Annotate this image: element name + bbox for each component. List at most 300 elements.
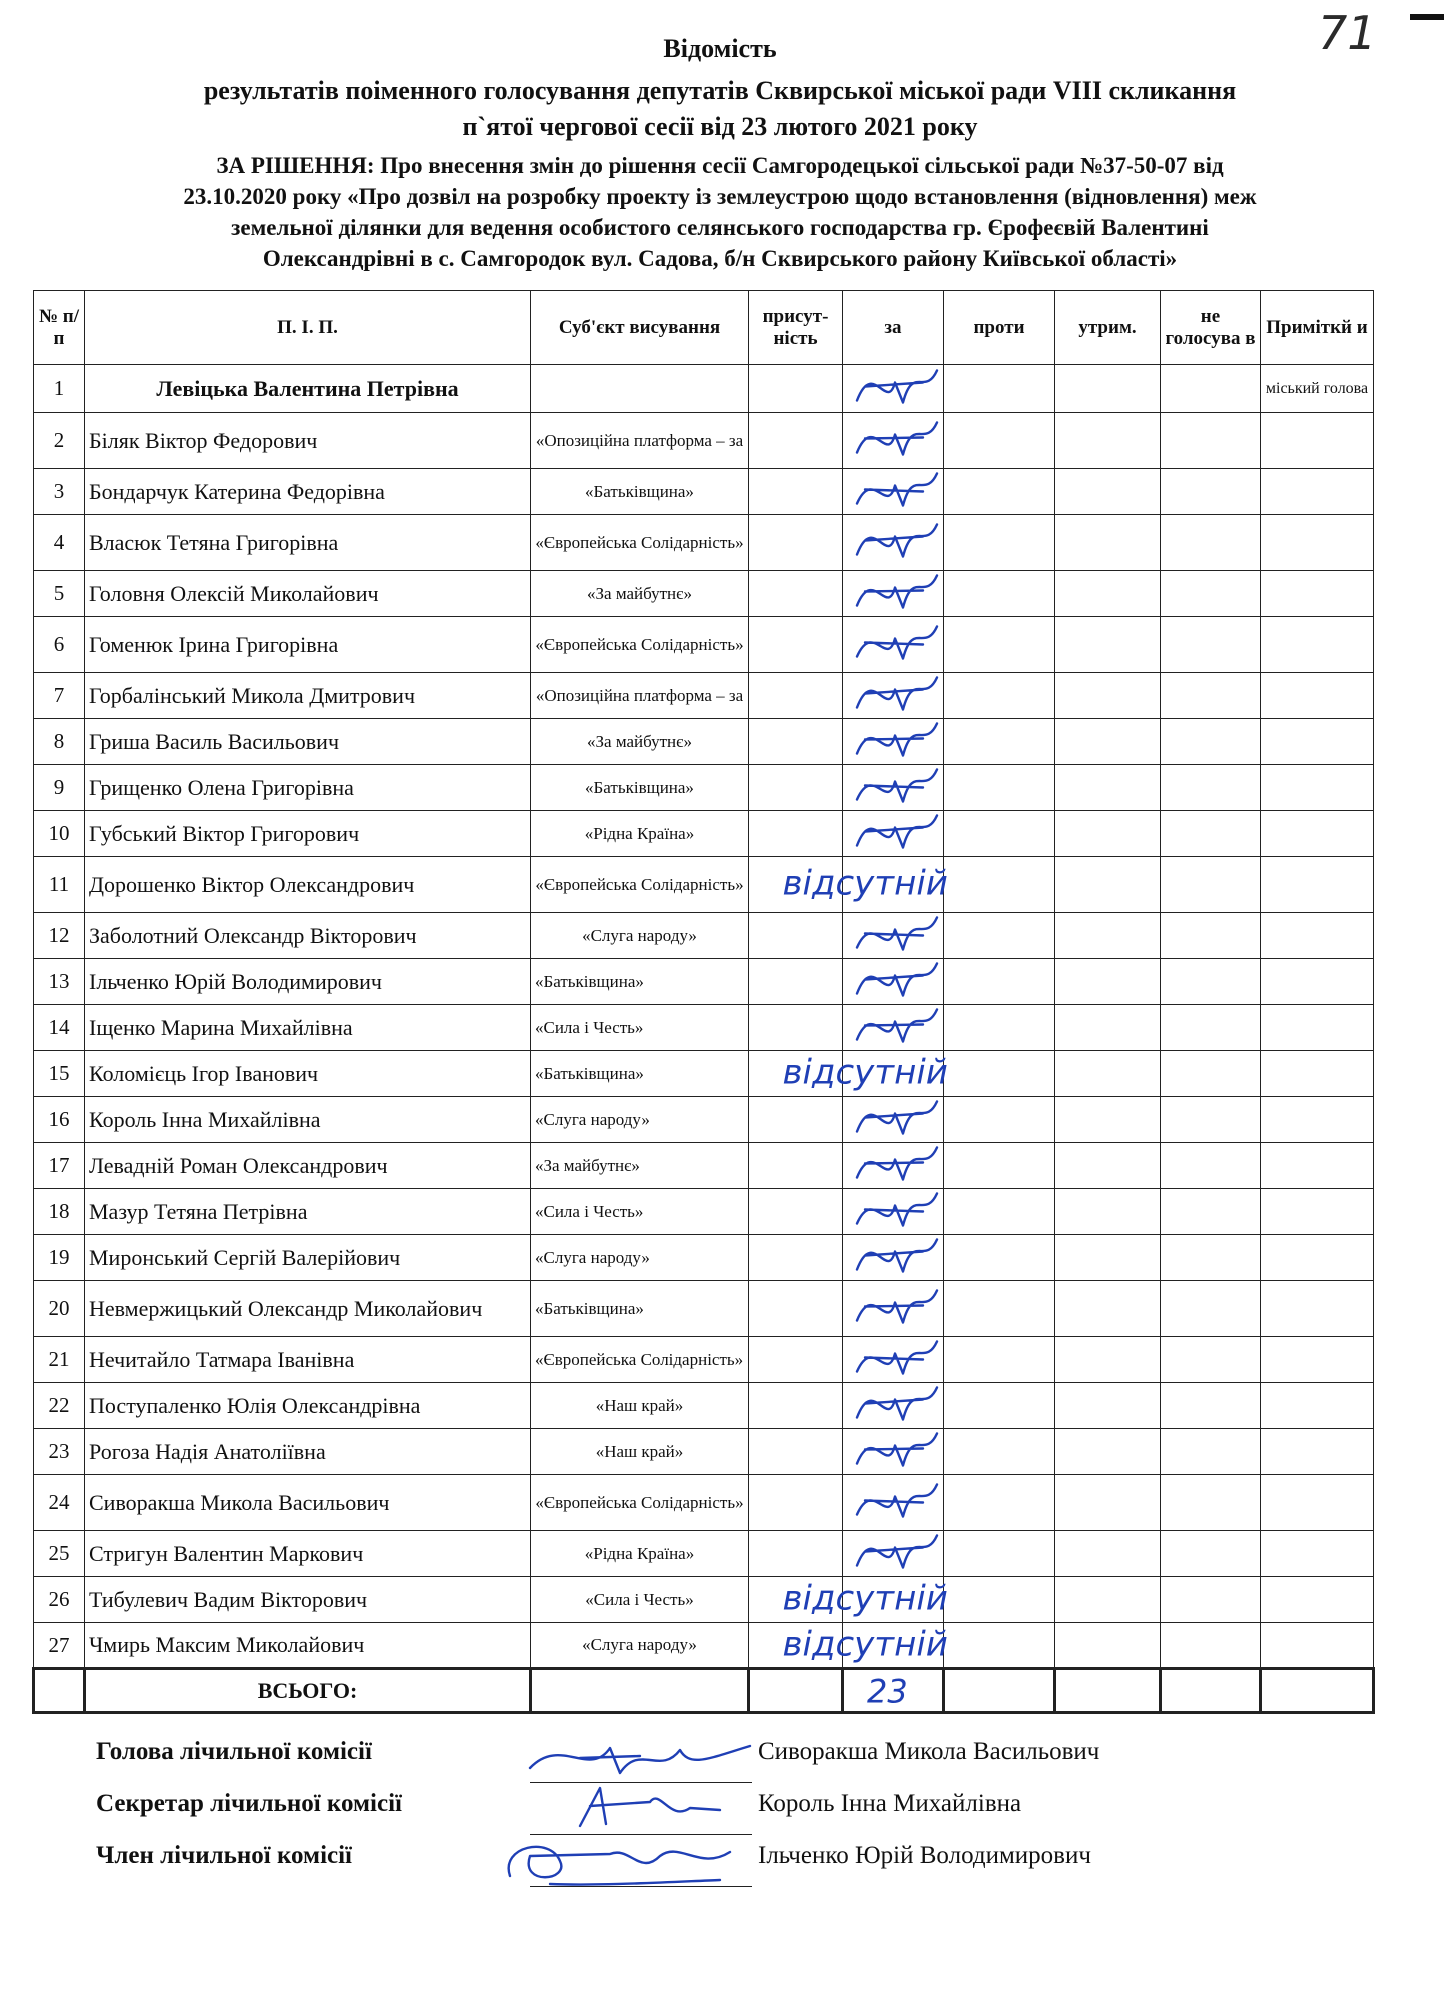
- party-cell: «Слуга народу»: [531, 1623, 749, 1669]
- vote-against-cell: [944, 571, 1055, 617]
- vote-for-cell: [843, 1005, 944, 1051]
- note-cell: [1261, 1143, 1374, 1189]
- deputy-name: Біляк Віктор Федорович: [85, 413, 531, 469]
- note-cell: міський голова: [1261, 365, 1374, 413]
- head-label: Голова лічильної комісії: [96, 1738, 372, 1765]
- table-row: [34, 765, 1374, 811]
- present-cell: [749, 1097, 843, 1143]
- deputy-name: Губський Віктор Григорович: [85, 811, 531, 857]
- vote-for-cell: [843, 765, 944, 811]
- present-cell: [749, 1051, 843, 1097]
- note-cell: [1261, 1623, 1374, 1669]
- not-voted-cell: [1161, 857, 1261, 913]
- deputy-name: Чмирь Максим Миколайович: [85, 1623, 531, 1669]
- deputy-name: Головня Олексій Миколайович: [85, 571, 531, 617]
- not-voted-cell: [1161, 765, 1261, 811]
- deputy-name: Нечитайло Татмара Іванівна: [85, 1337, 531, 1383]
- absent-note: відсутній: [782, 1052, 948, 1093]
- party-cell: «Сила і Честь»: [531, 1189, 749, 1235]
- vote-for-cell: [843, 413, 944, 469]
- table-row: [34, 719, 1374, 765]
- row-number: 7: [34, 673, 85, 719]
- vote-against-cell: [944, 1337, 1055, 1383]
- row-number: 23: [34, 1429, 85, 1475]
- not-voted-cell: [1161, 1623, 1261, 1669]
- party-cell: «Опозиційна платформа – за: [531, 673, 749, 719]
- header-num: № п/п: [34, 291, 85, 365]
- deputy-name: Заболотний Олександр Вікторович: [85, 913, 531, 959]
- row-number: 22: [34, 1383, 85, 1429]
- vote-for-cell: [843, 515, 944, 571]
- present-cell: [749, 913, 843, 959]
- note-cell: [1261, 811, 1374, 857]
- deputy-name: Тибулевич Вадим Вікторович: [85, 1577, 531, 1623]
- vote-abstain-cell: [1055, 765, 1161, 811]
- row-number: 3: [34, 469, 85, 515]
- header-abstain: утрим.: [1055, 291, 1161, 365]
- row-number: 5: [34, 571, 85, 617]
- not-voted-cell: [1161, 1281, 1261, 1337]
- absent-note: відсутній: [782, 1624, 948, 1665]
- table-row: [34, 469, 1374, 515]
- vote-against-cell: [944, 1235, 1055, 1281]
- total-not-voted: [1161, 1669, 1261, 1713]
- deputy-name: Невмержицький Олександр Миколайович: [85, 1281, 531, 1337]
- table-row: [34, 515, 1374, 571]
- not-voted-cell: [1161, 1337, 1261, 1383]
- party-cell: «Батьківщина»: [531, 959, 749, 1005]
- vote-abstain-cell: [1055, 1577, 1161, 1623]
- note-cell: [1261, 1475, 1374, 1531]
- party-cell: «Слуга народу»: [531, 1235, 749, 1281]
- vote-against-cell: [944, 1005, 1055, 1051]
- table-row: [34, 857, 1374, 913]
- not-voted-cell: [1161, 1531, 1261, 1577]
- row-number: 9: [34, 765, 85, 811]
- table-row: [34, 413, 1374, 469]
- vote-against-cell: [944, 469, 1055, 515]
- party-cell: «Сила і Честь»: [531, 1577, 749, 1623]
- vote-against-cell: [944, 959, 1055, 1005]
- row-number: 10: [34, 811, 85, 857]
- vote-abstain-cell: [1055, 1281, 1161, 1337]
- decision-line: ЗА РІШЕННЯ: Про внесення змін до рішення сесії Самгородецької сільської ради №37-50-07 від: [216, 153, 1224, 178]
- vote-for-cell: [843, 1429, 944, 1475]
- note-cell: [1261, 1235, 1374, 1281]
- note-cell: [1261, 673, 1374, 719]
- note-cell: [1261, 1577, 1374, 1623]
- not-voted-cell: [1161, 1429, 1261, 1475]
- party-cell: «Слуга народу»: [531, 1097, 749, 1143]
- total-for-value: 23: [867, 1672, 908, 1711]
- not-voted-cell: [1161, 1475, 1261, 1531]
- present-cell: [749, 1475, 843, 1531]
- header-for: за: [843, 291, 944, 365]
- party-cell: «За майбутнє»: [531, 1143, 749, 1189]
- secretary-label: Секретар лічильної комісії: [96, 1790, 402, 1817]
- present-cell: [749, 1281, 843, 1337]
- party-cell: «Європейська Солідарність»: [531, 515, 749, 571]
- total-party: [531, 1669, 749, 1713]
- row-number: 2: [34, 413, 85, 469]
- vote-abstain-cell: [1055, 1337, 1161, 1383]
- row-number: 4: [34, 515, 85, 571]
- note-cell: [1261, 1429, 1374, 1475]
- vote-against-cell: [944, 811, 1055, 857]
- total-empty: [34, 1669, 85, 1713]
- party-cell: «Європейська Солідарність»: [531, 1337, 749, 1383]
- not-voted-cell: [1161, 1143, 1261, 1189]
- party-cell: «Європейська Солідарність»: [531, 857, 749, 913]
- table-row: [34, 1097, 1374, 1143]
- deputy-name: Бондарчук Катерина Федорівна: [85, 469, 531, 515]
- row-number: 11: [34, 857, 85, 913]
- row-number: 16: [34, 1097, 85, 1143]
- row-number: 18: [34, 1189, 85, 1235]
- note-cell: [1261, 1531, 1374, 1577]
- absent-note: відсутній: [782, 1578, 948, 1619]
- vote-against-cell: [944, 913, 1055, 959]
- deputy-name: Рогоза Надія Анатоліївна: [85, 1429, 531, 1475]
- vote-against-cell: [944, 1051, 1055, 1097]
- vote-against-cell: [944, 1097, 1055, 1143]
- total-label: ВСЬОГО:: [85, 1669, 531, 1713]
- deputy-name: Поступаленко Юлія Олександрівна: [85, 1383, 531, 1429]
- party-cell: «Сила і Честь»: [531, 1005, 749, 1051]
- party-cell: [531, 365, 749, 413]
- not-voted-cell: [1161, 913, 1261, 959]
- note-cell: [1261, 571, 1374, 617]
- row-number: 19: [34, 1235, 85, 1281]
- vote-for-cell: [843, 1097, 944, 1143]
- table-row: [34, 1623, 1374, 1669]
- vote-abstain-cell: [1055, 1143, 1161, 1189]
- note-cell: [1261, 959, 1374, 1005]
- vote-against-cell: [944, 1623, 1055, 1669]
- vote-abstain-cell: [1055, 857, 1161, 913]
- header-against: проти: [944, 291, 1055, 365]
- party-cell: «Батьківщина»: [531, 469, 749, 515]
- party-cell: «Опозиційна платформа – за: [531, 413, 749, 469]
- vote-for-cell: [843, 1051, 944, 1097]
- party-cell: «Рідна Країна»: [531, 1531, 749, 1577]
- deputy-name: Дорошенко Віктор Олександрович: [85, 857, 531, 913]
- present-cell: [749, 571, 843, 617]
- note-cell: [1261, 413, 1374, 469]
- vote-abstain-cell: [1055, 1051, 1161, 1097]
- total-present: [749, 1669, 843, 1713]
- present-cell: [749, 469, 843, 515]
- not-voted-cell: [1161, 1235, 1261, 1281]
- note-cell: [1261, 515, 1374, 571]
- present-cell: [749, 1189, 843, 1235]
- present-cell: [749, 515, 843, 571]
- vote-for-cell: [843, 959, 944, 1005]
- vote-abstain-cell: [1055, 1005, 1161, 1051]
- note-cell: [1261, 719, 1374, 765]
- vote-abstain-cell: [1055, 719, 1161, 765]
- table-row: [34, 1475, 1374, 1531]
- party-cell: «За майбутнє»: [531, 571, 749, 617]
- present-cell: [749, 1383, 843, 1429]
- member-signature: [490, 1826, 750, 1896]
- vote-abstain-cell: [1055, 617, 1161, 673]
- deputy-name: Левадній Роман Олександрович: [85, 1143, 531, 1189]
- note-cell: [1261, 1051, 1374, 1097]
- not-voted-cell: [1161, 515, 1261, 571]
- deputy-name: Сиворакша Микола Васильович: [85, 1475, 531, 1531]
- row-number: 15: [34, 1051, 85, 1097]
- present-cell: [749, 1577, 843, 1623]
- note-cell: [1261, 913, 1374, 959]
- party-cell: «Батьківщина»: [531, 1281, 749, 1337]
- vote-abstain-cell: [1055, 1097, 1161, 1143]
- secretary-name: Король Інна Михайлівна: [758, 1790, 1022, 1817]
- vote-for-cell: [843, 1235, 944, 1281]
- session-line: п`ятої чергової сесії від 23 лютого 2021 року: [462, 112, 978, 141]
- table-row: [34, 1143, 1374, 1189]
- member-label: Член лічильної комісії: [96, 1842, 353, 1869]
- row-number: 17: [34, 1143, 85, 1189]
- present-cell: [749, 857, 843, 913]
- not-voted-cell: [1161, 617, 1261, 673]
- table-row: [34, 1531, 1374, 1577]
- vote-for-cell: [843, 719, 944, 765]
- row-number: 6: [34, 617, 85, 673]
- deputy-name: Власюк Тетяна Григорівна: [85, 515, 531, 571]
- vote-against-cell: [944, 1383, 1055, 1429]
- header-name: П. І. П.: [85, 291, 531, 365]
- total-note: [1261, 1669, 1374, 1713]
- vote-against-cell: [944, 1143, 1055, 1189]
- vote-abstain-cell: [1055, 811, 1161, 857]
- vote-for-cell: [843, 1623, 944, 1669]
- vote-abstain-cell: [1055, 959, 1161, 1005]
- vote-for-cell: [843, 1475, 944, 1531]
- party-cell: «Наш край»: [531, 1383, 749, 1429]
- note-cell: [1261, 617, 1374, 673]
- table-row: [34, 571, 1374, 617]
- vote-for-cell: [843, 673, 944, 719]
- deputy-name: Левіцька Валентина Петрівна: [85, 365, 531, 413]
- table-row: [34, 1051, 1374, 1097]
- present-cell: [749, 1143, 843, 1189]
- not-voted-cell: [1161, 1383, 1261, 1429]
- present-cell: [749, 365, 843, 413]
- not-voted-cell: [1161, 1051, 1261, 1097]
- vote-abstain-cell: [1055, 571, 1161, 617]
- present-cell: [749, 719, 843, 765]
- not-voted-cell: [1161, 1005, 1261, 1051]
- header-not-voted: не голосува в: [1161, 291, 1261, 365]
- vote-abstain-cell: [1055, 1189, 1161, 1235]
- present-cell: [749, 1235, 843, 1281]
- party-cell: «Батьківщина»: [531, 765, 749, 811]
- total-against: [944, 1669, 1055, 1713]
- note-cell: [1261, 1097, 1374, 1143]
- row-number: 1: [34, 365, 85, 413]
- vote-abstain-cell: [1055, 913, 1161, 959]
- vote-against-cell: [944, 413, 1055, 469]
- not-voted-cell: [1161, 959, 1261, 1005]
- header-party: Суб'єкт висування: [531, 291, 749, 365]
- note-cell: [1261, 1189, 1374, 1235]
- vote-for-cell: [843, 913, 944, 959]
- decision-text: [70, 150, 1370, 274]
- document-title: Відомість: [663, 34, 777, 63]
- not-voted-cell: [1161, 365, 1261, 413]
- note-cell: [1261, 469, 1374, 515]
- decision-line: 23.10.2020 року «Про дозвіл на розробку проекту із землеустрою щодо встановлення (відновлення) меж: [183, 184, 1257, 209]
- row-number: 24: [34, 1475, 85, 1531]
- party-cell: «Слуга народу»: [531, 913, 749, 959]
- vote-for-cell: [843, 1189, 944, 1235]
- deputy-name: Ільченко Юрій Володимирович: [85, 959, 531, 1005]
- row-number: 8: [34, 719, 85, 765]
- party-cell: «Європейська Солідарність»: [531, 1475, 749, 1531]
- row-number: 12: [34, 913, 85, 959]
- row-number: 25: [34, 1531, 85, 1577]
- vote-abstain-cell: [1055, 1475, 1161, 1531]
- head-name: Сиворакша Микола Васильович: [758, 1738, 1100, 1765]
- vote-against-cell: [944, 765, 1055, 811]
- deputy-name: Іщенко Марина Михайлівна: [85, 1005, 531, 1051]
- vote-against-cell: [944, 1577, 1055, 1623]
- vote-abstain-cell: [1055, 1429, 1161, 1475]
- vote-abstain-cell: [1055, 515, 1161, 571]
- table-row: [34, 1337, 1374, 1383]
- table-row: [34, 1189, 1374, 1235]
- party-cell: «Батьківщина»: [531, 1051, 749, 1097]
- not-voted-cell: [1161, 1097, 1261, 1143]
- not-voted-cell: [1161, 469, 1261, 515]
- vote-against-cell: [944, 617, 1055, 673]
- table-row: [34, 1577, 1374, 1623]
- row-number: 13: [34, 959, 85, 1005]
- present-cell: [749, 1005, 843, 1051]
- deputy-name: Король Інна Михайлівна: [85, 1097, 531, 1143]
- row-number: 14: [34, 1005, 85, 1051]
- present-cell: [749, 1623, 843, 1669]
- vote-abstain-cell: [1055, 1623, 1161, 1669]
- not-voted-cell: [1161, 719, 1261, 765]
- vote-abstain-cell: [1055, 413, 1161, 469]
- present-cell: [749, 959, 843, 1005]
- vote-abstain-cell: [1055, 673, 1161, 719]
- vote-against-cell: [944, 365, 1055, 413]
- party-cell: «За майбутнє»: [531, 719, 749, 765]
- present-cell: [749, 765, 843, 811]
- table-row: [34, 365, 1374, 413]
- vote-abstain-cell: [1055, 1531, 1161, 1577]
- vote-for-cell: [843, 1143, 944, 1189]
- voting-table: [32, 290, 1375, 1714]
- corner-mark: [1410, 14, 1444, 20]
- table-row: [34, 959, 1374, 1005]
- vote-against-cell: [944, 1531, 1055, 1577]
- vote-for-cell: [843, 1337, 944, 1383]
- table-row: [34, 1429, 1374, 1475]
- note-cell: [1261, 1383, 1374, 1429]
- present-cell: [749, 617, 843, 673]
- table-row: [34, 673, 1374, 719]
- table-row: [34, 1281, 1374, 1337]
- vote-for-cell: [843, 365, 944, 413]
- table-row: [34, 913, 1374, 959]
- vote-against-cell: [944, 673, 1055, 719]
- vote-abstain-cell: [1055, 365, 1161, 413]
- decision-line: земельної ділянки для ведення особистого селянського господарства гр. Єрофеєвій Валентині: [231, 215, 1209, 240]
- not-voted-cell: [1161, 811, 1261, 857]
- vote-for-cell: [843, 469, 944, 515]
- note-cell: [1261, 1337, 1374, 1383]
- present-cell: [749, 1531, 843, 1577]
- vote-for-cell: [843, 617, 944, 673]
- present-cell: [749, 413, 843, 469]
- party-cell: «Європейська Солідарність»: [531, 617, 749, 673]
- member-name: Ільченко Юрій Володимирович: [758, 1842, 1091, 1869]
- party-cell: «Рідна Країна»: [531, 811, 749, 857]
- not-voted-cell: [1161, 1189, 1261, 1235]
- note-cell: [1261, 1281, 1374, 1337]
- vote-abstain-cell: [1055, 1383, 1161, 1429]
- not-voted-cell: [1161, 413, 1261, 469]
- total-for: [843, 1669, 944, 1713]
- vote-against-cell: [944, 719, 1055, 765]
- party-cell: «Наш край»: [531, 1429, 749, 1475]
- deputy-name: Грищенко Олена Григорівна: [85, 765, 531, 811]
- deputy-name: Миронський Сергій Валерійович: [85, 1235, 531, 1281]
- table-header-row: [34, 291, 1374, 365]
- row-number: 26: [34, 1577, 85, 1623]
- header-note: Приміткй и: [1261, 291, 1374, 365]
- deputy-name: Мазур Тетяна Петрівна: [85, 1189, 531, 1235]
- note-cell: [1261, 765, 1374, 811]
- present-cell: [749, 1429, 843, 1475]
- note-cell: [1261, 857, 1374, 913]
- document-subtitle: результатів поіменного голосування депутатів Сквирської міської ради VIII скликання: [203, 76, 1237, 105]
- present-cell: [749, 673, 843, 719]
- note-cell: [1261, 1005, 1374, 1051]
- vote-for-cell: [843, 571, 944, 617]
- header-present: присут-ність: [749, 291, 843, 365]
- page-number: 71: [1318, 6, 1377, 60]
- present-cell: [749, 1337, 843, 1383]
- deputy-name: Гриша Василь Васильович: [85, 719, 531, 765]
- absent-note: відсутній: [782, 863, 948, 904]
- deputy-name: Стригун Валентин Маркович: [85, 1531, 531, 1577]
- deputy-name: Коломієць Ігор Іванович: [85, 1051, 531, 1097]
- vote-against-cell: [944, 515, 1055, 571]
- not-voted-cell: [1161, 571, 1261, 617]
- vote-against-cell: [944, 1281, 1055, 1337]
- vote-for-cell: [843, 1531, 944, 1577]
- table-row: [34, 1235, 1374, 1281]
- vote-for-cell: [843, 857, 944, 913]
- present-cell: [749, 811, 843, 857]
- row-number: 20: [34, 1281, 85, 1337]
- vote-against-cell: [944, 1429, 1055, 1475]
- vote-abstain-cell: [1055, 1235, 1161, 1281]
- table-row: [34, 1005, 1374, 1051]
- total-abstain: [1055, 1669, 1161, 1713]
- vote-for-cell: [843, 1383, 944, 1429]
- vote-for-cell: [843, 1281, 944, 1337]
- deputy-name: Горбалінський Микола Дмитрович: [85, 673, 531, 719]
- decision-line: Олександрівні в с. Самгородок вул. Садова, б/н Сквирського району Київської області»: [262, 246, 1178, 271]
- row-number: 27: [34, 1623, 85, 1669]
- vote-for-cell: [843, 1577, 944, 1623]
